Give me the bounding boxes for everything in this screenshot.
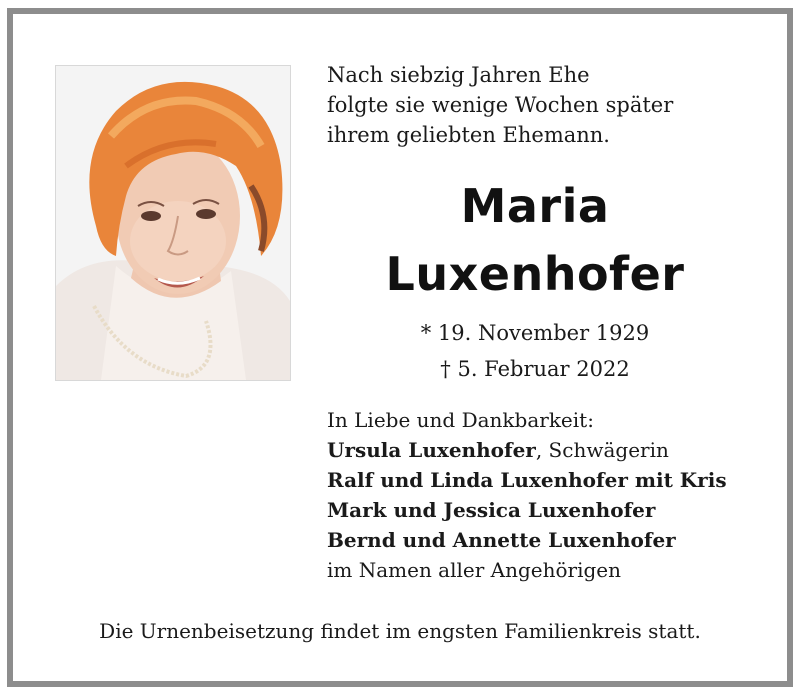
deceased-first-name: Maria bbox=[460, 179, 610, 233]
mourner-row bbox=[327, 465, 727, 495]
mourner-row bbox=[327, 525, 727, 555]
burial-notice: Die Urnenbeisetzung findet im engsten Familienkreis statt. bbox=[99, 619, 701, 643]
intro-line: Nach siebzig Jahren Ehe bbox=[327, 63, 590, 87]
mourners-heading: In Liebe und Dankbarkeit: bbox=[327, 408, 594, 432]
death-date: † 5. Februar 2022 bbox=[440, 357, 630, 381]
intro-line: ihrem geliebten Ehemann. bbox=[327, 123, 610, 147]
portrait-illustration bbox=[56, 66, 290, 380]
birth-date: * 19. November 1929 bbox=[420, 321, 650, 345]
portrait-photo bbox=[55, 65, 291, 381]
mourner-row bbox=[327, 495, 727, 525]
mourner-name: Ursula Luxenhofer bbox=[327, 438, 536, 462]
mourner-row bbox=[327, 435, 727, 465]
intro-line: folgte sie wenige Wochen später bbox=[327, 93, 674, 117]
intro-text bbox=[327, 60, 673, 150]
mourner-name: Mark und Jessica Luxenhofer bbox=[327, 498, 656, 522]
mourner-relation: , Schwägerin bbox=[535, 438, 669, 462]
mourner-name: Ralf und Linda Luxenhofer mit Kris bbox=[327, 468, 727, 492]
deceased-last-name: Luxenhofer bbox=[385, 247, 685, 301]
mourner-name: Bernd und Annette Luxenhofer bbox=[327, 528, 676, 552]
mourners-list bbox=[327, 405, 727, 585]
mourners-closing: im Namen aller Angehörigen bbox=[327, 558, 622, 582]
